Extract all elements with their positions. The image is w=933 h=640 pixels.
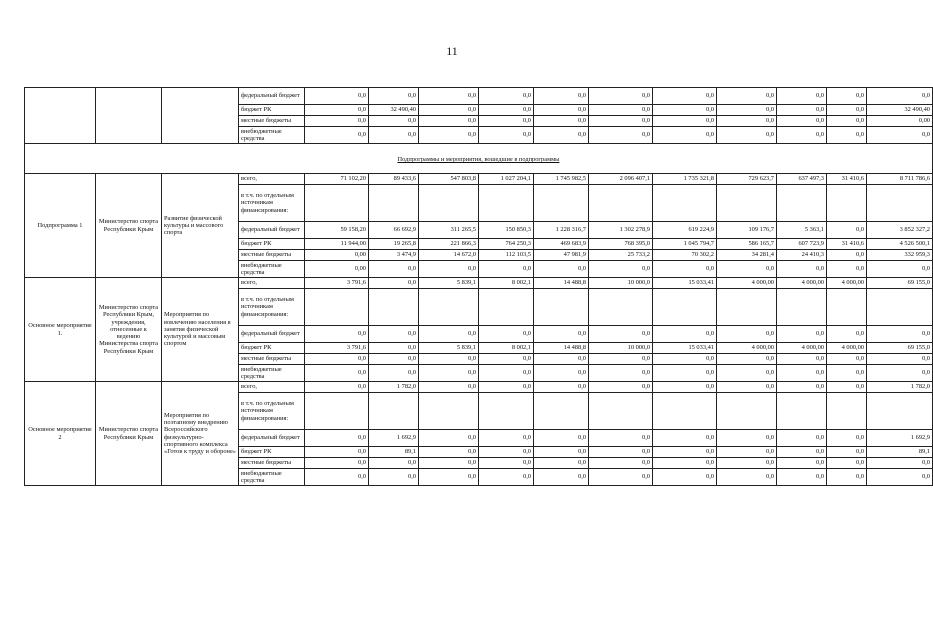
value-cell: 70 302,2 — [653, 250, 717, 261]
value-cell: 0,0 — [827, 116, 867, 127]
value-cell: 0,0 — [717, 365, 777, 382]
value-cell — [867, 393, 933, 430]
value-cell: 0,0 — [777, 354, 827, 365]
value-cell: 0,0 — [777, 127, 827, 144]
value-cell: 0,0 — [777, 261, 827, 278]
funding-source: бюджет РК — [239, 105, 305, 116]
value-cell: 5 839,1 — [419, 278, 479, 289]
value-cell — [827, 185, 867, 222]
value-cell: 0,0 — [369, 278, 419, 289]
value-cell: 729 623,7 — [717, 174, 777, 185]
value-cell — [827, 289, 867, 326]
value-cell: 0,0 — [827, 382, 867, 393]
value-cell: 1 692,9 — [369, 430, 419, 447]
value-cell: 0,0 — [479, 261, 534, 278]
value-cell: 31 410,6 — [827, 239, 867, 250]
value-cell: 0,0 — [867, 261, 933, 278]
value-cell: 1 045 794,7 — [653, 239, 717, 250]
value-cell: 0,0 — [777, 458, 827, 469]
financing-table — [24, 87, 933, 486]
value-cell: 0,0 — [827, 365, 867, 382]
value-cell: 0,0 — [717, 447, 777, 458]
program-description: Мероприятия по вовлечению населения в занятия физической культурой и массовым спортом — [162, 278, 239, 382]
value-cell — [534, 289, 589, 326]
value-cell: 0,0 — [589, 127, 653, 144]
value-cell: 0,0 — [777, 447, 827, 458]
value-cell: 0,0 — [479, 430, 534, 447]
value-cell: 0,0 — [419, 430, 479, 447]
value-cell: 0,0 — [534, 430, 589, 447]
value-cell: 0,0 — [369, 326, 419, 343]
program-name: Подпрограмма 1 — [25, 174, 96, 278]
value-cell: 0,0 — [653, 88, 717, 105]
value-cell: 0,0 — [589, 430, 653, 447]
value-cell — [305, 393, 369, 430]
value-cell: 0,0 — [479, 116, 534, 127]
value-cell — [419, 289, 479, 326]
value-cell: 0,0 — [305, 382, 369, 393]
value-cell: 4 000,00 — [827, 278, 867, 289]
value-cell: 0,0 — [534, 127, 589, 144]
value-cell: 5 363,1 — [777, 222, 827, 239]
value-cell: 0,0 — [653, 469, 717, 486]
funding-source: федеральный бюджет — [239, 430, 305, 447]
value-cell: 10 000,0 — [589, 343, 653, 354]
value-cell: 0,0 — [534, 382, 589, 393]
value-cell: 0,0 — [653, 105, 717, 116]
value-cell: 1 228 316,7 — [534, 222, 589, 239]
value-cell: 3 791,6 — [305, 343, 369, 354]
value-cell: 0,0 — [867, 469, 933, 486]
value-cell: 0,0 — [305, 116, 369, 127]
value-cell: 469 683,9 — [534, 239, 589, 250]
value-cell — [777, 185, 827, 222]
value-cell: 4 000,00 — [717, 343, 777, 354]
value-cell — [717, 289, 777, 326]
value-cell: 0,0 — [827, 326, 867, 343]
value-cell: 0,0 — [589, 105, 653, 116]
funding-source: федеральный бюджет — [239, 88, 305, 105]
value-cell: 14 488,8 — [534, 278, 589, 289]
funding-source: местные бюджеты — [239, 458, 305, 469]
value-cell: 8 002,1 — [479, 343, 534, 354]
value-cell: 0,0 — [419, 447, 479, 458]
value-cell: 0,0 — [717, 127, 777, 144]
value-cell: 0,0 — [479, 447, 534, 458]
value-cell — [777, 393, 827, 430]
value-cell: 1 735 321,8 — [653, 174, 717, 185]
value-cell — [777, 289, 827, 326]
value-cell: 332 959,3 — [867, 250, 933, 261]
funding-source: местные бюджеты — [239, 116, 305, 127]
program-name: Основное мероприятие 2 — [25, 382, 96, 486]
value-cell: 0,0 — [589, 447, 653, 458]
value-cell: 69 155,0 — [867, 278, 933, 289]
funding-source: внебюджетные средства — [239, 469, 305, 486]
funding-source: в т.ч. по отдельным источникам финансирования: — [239, 185, 305, 222]
value-cell: 0,0 — [589, 458, 653, 469]
value-cell — [305, 289, 369, 326]
value-cell: 0,0 — [827, 222, 867, 239]
value-cell: 586 165,7 — [717, 239, 777, 250]
value-cell — [867, 289, 933, 326]
value-cell: 0,0 — [369, 116, 419, 127]
value-cell: 14 672,0 — [419, 250, 479, 261]
value-cell: 0,0 — [867, 326, 933, 343]
value-cell: 0,0 — [534, 326, 589, 343]
value-cell: 0,0 — [479, 88, 534, 105]
value-cell: 0,0 — [369, 127, 419, 144]
value-cell: 3 791,6 — [305, 278, 369, 289]
value-cell: 619 224,9 — [653, 222, 717, 239]
value-cell: 607 723,9 — [777, 239, 827, 250]
value-cell: 4 000,00 — [827, 343, 867, 354]
value-cell: 8 002,1 — [479, 278, 534, 289]
value-cell: 0,0 — [589, 365, 653, 382]
value-cell: 0,0 — [827, 105, 867, 116]
value-cell: 0,0 — [589, 354, 653, 365]
value-cell — [419, 393, 479, 430]
value-cell: 0,0 — [717, 382, 777, 393]
value-cell: 0,0 — [827, 469, 867, 486]
value-cell: 150 850,3 — [479, 222, 534, 239]
value-cell: 32 490,40 — [369, 105, 419, 116]
value-cell: 0,0 — [827, 88, 867, 105]
value-cell: 24 410,3 — [777, 250, 827, 261]
value-cell: 0,0 — [717, 430, 777, 447]
value-cell: 4 526 500,1 — [867, 239, 933, 250]
table-row — [25, 278, 933, 289]
value-cell: 0,0 — [419, 88, 479, 105]
value-cell: 0,0 — [369, 469, 419, 486]
executor-name: Министерство спорта Республики Крым, учреждения, отнесенные к ведению Министерства спорта Республики Крым — [96, 278, 162, 382]
value-cell: 0,0 — [369, 261, 419, 278]
value-cell: 0,0 — [717, 458, 777, 469]
value-cell: 1 782,0 — [369, 382, 419, 393]
value-cell: 0,0 — [867, 127, 933, 144]
value-cell: 0,0 — [305, 127, 369, 144]
value-cell: 0,0 — [479, 382, 534, 393]
value-cell: 0,0 — [827, 354, 867, 365]
value-cell: 0,0 — [419, 261, 479, 278]
value-cell: 0,0 — [479, 105, 534, 116]
funding-source: в т.ч. по отдельным источникам финансирования: — [239, 289, 305, 326]
value-cell: 71 102,20 — [305, 174, 369, 185]
section-header: Подпрограммы и мероприятия, вошедшие в подпрограммы — [25, 144, 933, 174]
value-cell: 0,0 — [653, 430, 717, 447]
value-cell: 25 733,2 — [589, 250, 653, 261]
value-cell: 0,0 — [653, 447, 717, 458]
value-cell — [867, 185, 933, 222]
value-cell: 0,0 — [305, 430, 369, 447]
value-cell: 112 103,5 — [479, 250, 534, 261]
value-cell: 0,0 — [777, 105, 827, 116]
value-cell: 0,0 — [867, 354, 933, 365]
value-cell: 0,0 — [479, 127, 534, 144]
value-cell: 0,0 — [419, 116, 479, 127]
value-cell — [653, 393, 717, 430]
value-cell: 0,0 — [419, 127, 479, 144]
funding-source: федеральный бюджет — [239, 222, 305, 239]
value-cell: 0,0 — [305, 458, 369, 469]
value-cell: 0,0 — [479, 458, 534, 469]
page-number: 11 — [446, 44, 458, 58]
funding-source: местные бюджеты — [239, 354, 305, 365]
value-cell: 1 302 278,9 — [589, 222, 653, 239]
value-cell — [589, 185, 653, 222]
value-cell: 4 000,00 — [777, 343, 827, 354]
table-row — [25, 174, 933, 185]
value-cell: 0,0 — [305, 469, 369, 486]
value-cell — [479, 393, 534, 430]
value-cell: 0,0 — [717, 354, 777, 365]
value-cell: 0,0 — [653, 261, 717, 278]
value-cell — [479, 289, 534, 326]
value-cell: 0,0 — [534, 88, 589, 105]
value-cell: 3 852 327,2 — [867, 222, 933, 239]
program-description: Развитие физической культуры и массового спорта — [162, 174, 239, 278]
value-cell — [369, 185, 419, 222]
value-cell — [305, 185, 369, 222]
value-cell: 0,0 — [777, 469, 827, 486]
value-cell — [589, 289, 653, 326]
funding-source: внебюджетные средства — [239, 261, 305, 278]
value-cell: 3 474,9 — [369, 250, 419, 261]
top-name-cell — [25, 88, 96, 144]
value-cell: 0,0 — [653, 127, 717, 144]
value-cell: 0,0 — [827, 458, 867, 469]
value-cell: 0,0 — [777, 88, 827, 105]
value-cell: 0,0 — [305, 365, 369, 382]
value-cell: 0,0 — [717, 469, 777, 486]
program-description: Мероприятия по поэтапному внедрению Всероссийского физкультурно-спортивного комплекса «Готов к труду и обороне» — [162, 382, 239, 486]
value-cell: 0,0 — [534, 447, 589, 458]
value-cell: 0,0 — [589, 261, 653, 278]
value-cell: 109 176,7 — [717, 222, 777, 239]
value-cell: 0,0 — [479, 326, 534, 343]
value-cell: 0,0 — [369, 365, 419, 382]
value-cell: 0,0 — [777, 430, 827, 447]
value-cell: 0,0 — [305, 447, 369, 458]
value-cell: 0,00 — [305, 250, 369, 261]
value-cell: 0,0 — [369, 354, 419, 365]
section-header-row — [25, 144, 933, 174]
value-cell: 2 096 407,1 — [589, 174, 653, 185]
program-name: Основное мероприятие 1. — [25, 278, 96, 382]
value-cell: 0,0 — [777, 365, 827, 382]
value-cell: 0,0 — [717, 88, 777, 105]
value-cell: 0,0 — [589, 116, 653, 127]
value-cell: 0,0 — [653, 382, 717, 393]
value-cell — [369, 289, 419, 326]
value-cell: 0,0 — [479, 469, 534, 486]
value-cell: 1 027 204,1 — [479, 174, 534, 185]
value-cell: 0,0 — [369, 458, 419, 469]
value-cell: 14 488,8 — [534, 343, 589, 354]
value-cell: 0,0 — [867, 365, 933, 382]
funding-source: всего, — [239, 174, 305, 185]
value-cell: 0,0 — [717, 105, 777, 116]
value-cell — [534, 185, 589, 222]
value-cell: 0,0 — [827, 250, 867, 261]
value-cell: 10 000,0 — [589, 278, 653, 289]
value-cell: 0,0 — [534, 116, 589, 127]
value-cell — [827, 393, 867, 430]
value-cell: 1 692,9 — [867, 430, 933, 447]
value-cell: 89 433,6 — [369, 174, 419, 185]
value-cell: 8 711 786,6 — [867, 174, 933, 185]
value-cell: 0,0 — [534, 105, 589, 116]
value-cell: 0,0 — [653, 458, 717, 469]
value-cell: 0,0 — [419, 365, 479, 382]
funding-source: внебюджетные средства — [239, 365, 305, 382]
funding-source: всего, — [239, 382, 305, 393]
value-cell: 15 033,41 — [653, 343, 717, 354]
value-cell: 0,0 — [867, 458, 933, 469]
value-cell: 0,00 — [305, 261, 369, 278]
value-cell: 0,0 — [534, 261, 589, 278]
value-cell: 0,0 — [419, 105, 479, 116]
value-cell: 89,1 — [867, 447, 933, 458]
value-cell: 0,0 — [653, 116, 717, 127]
value-cell: 5 839,1 — [419, 343, 479, 354]
value-cell: 34 281,4 — [717, 250, 777, 261]
funding-source: местные бюджеты — [239, 250, 305, 261]
value-cell: 0,00 — [867, 116, 933, 127]
value-cell: 1 745 982,5 — [534, 174, 589, 185]
funding-source: бюджет РК — [239, 239, 305, 250]
value-cell: 4 000,00 — [717, 278, 777, 289]
executor-name: Министерство спорта Республики Крым — [96, 174, 162, 278]
value-cell: 0,0 — [305, 354, 369, 365]
value-cell: 0,0 — [777, 382, 827, 393]
funding-source: бюджет РК — [239, 343, 305, 354]
value-cell: 0,0 — [827, 261, 867, 278]
value-cell: 59 158,20 — [305, 222, 369, 239]
funding-source: всего, — [239, 278, 305, 289]
value-cell: 0,0 — [305, 88, 369, 105]
value-cell: 69 155,0 — [867, 343, 933, 354]
value-cell: 0,0 — [717, 116, 777, 127]
value-cell: 0,0 — [534, 365, 589, 382]
value-cell: 637 497,3 — [777, 174, 827, 185]
value-cell: 1 782,0 — [867, 382, 933, 393]
value-cell: 0,0 — [589, 382, 653, 393]
funding-source: федеральный бюджет — [239, 326, 305, 343]
value-cell: 0,0 — [717, 326, 777, 343]
value-cell: 0,0 — [419, 458, 479, 469]
value-cell — [479, 185, 534, 222]
value-cell: 15 033,41 — [653, 278, 717, 289]
top-description-cell — [162, 88, 239, 144]
top-executor-cell — [96, 88, 162, 144]
value-cell: 89,1 — [369, 447, 419, 458]
value-cell — [717, 393, 777, 430]
value-cell: 11 944,00 — [305, 239, 369, 250]
value-cell — [369, 393, 419, 430]
value-cell: 768 395,0 — [589, 239, 653, 250]
executor-name: Министерство спорта Республики Крым — [96, 382, 162, 486]
value-cell: 0,0 — [305, 326, 369, 343]
value-cell — [717, 185, 777, 222]
value-cell — [419, 185, 479, 222]
value-cell: 0,0 — [777, 326, 827, 343]
value-cell: 0,0 — [827, 127, 867, 144]
table-row — [25, 88, 933, 105]
value-cell: 0,0 — [369, 88, 419, 105]
value-cell: 0,0 — [369, 343, 419, 354]
value-cell: 32 490,40 — [867, 105, 933, 116]
value-cell: 311 265,5 — [419, 222, 479, 239]
value-cell: 0,0 — [827, 447, 867, 458]
value-cell: 47 981,9 — [534, 250, 589, 261]
value-cell: 4 000,00 — [777, 278, 827, 289]
value-cell: 0,0 — [534, 469, 589, 486]
value-cell: 0,0 — [717, 261, 777, 278]
value-cell: 0,0 — [867, 88, 933, 105]
value-cell: 221 866,3 — [419, 239, 479, 250]
value-cell: 0,0 — [534, 458, 589, 469]
value-cell: 0,0 — [827, 430, 867, 447]
value-cell — [534, 393, 589, 430]
value-cell: 0,0 — [305, 105, 369, 116]
value-cell: 66 692,9 — [369, 222, 419, 239]
table-row — [25, 382, 933, 393]
value-cell: 547 803,8 — [419, 174, 479, 185]
funding-source: внебюджетные средства — [239, 127, 305, 144]
value-cell: 0,0 — [653, 326, 717, 343]
funding-source: бюджет РК — [239, 447, 305, 458]
value-cell: 0,0 — [653, 354, 717, 365]
value-cell: 31 410,6 — [827, 174, 867, 185]
value-cell — [653, 289, 717, 326]
value-cell: 19 265,8 — [369, 239, 419, 250]
value-cell: 764 250,3 — [479, 239, 534, 250]
value-cell: 0,0 — [589, 326, 653, 343]
value-cell: 0,0 — [419, 469, 479, 486]
value-cell: 0,0 — [419, 354, 479, 365]
value-cell: 0,0 — [419, 382, 479, 393]
value-cell — [653, 185, 717, 222]
value-cell: 0,0 — [777, 116, 827, 127]
funding-source: в т.ч. по отдельным источникам финансирования: — [239, 393, 305, 430]
value-cell: 0,0 — [589, 469, 653, 486]
value-cell: 0,0 — [653, 365, 717, 382]
value-cell: 0,0 — [419, 326, 479, 343]
value-cell — [589, 393, 653, 430]
value-cell: 0,0 — [534, 354, 589, 365]
value-cell: 0,0 — [479, 365, 534, 382]
value-cell: 0,0 — [589, 88, 653, 105]
value-cell: 0,0 — [479, 354, 534, 365]
